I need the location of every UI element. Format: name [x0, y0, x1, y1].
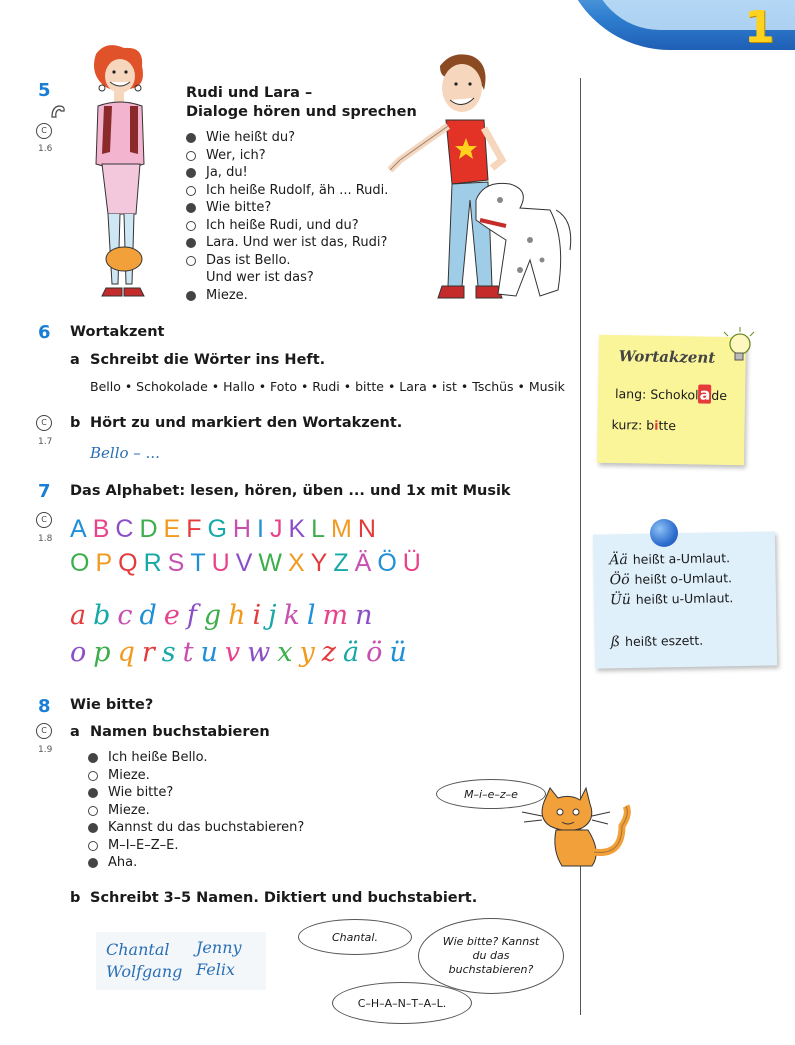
- dialogue-text: M–I–E–Z–E.: [108, 837, 179, 853]
- umlaut-text: heißt o-Umlaut.: [634, 570, 733, 587]
- name-jenny: Jenny: [196, 938, 242, 957]
- open-bullet-icon: [186, 221, 196, 231]
- filled-bullet-icon: [88, 753, 98, 763]
- note-title: Wortakzent: [618, 347, 716, 367]
- alphabet-letter: j: [268, 600, 280, 631]
- dialogue-line: [186, 217, 388, 235]
- alphabet-letter: n: [355, 600, 376, 631]
- dialogue-line: [186, 287, 388, 305]
- track-number: 1.7: [38, 437, 53, 447]
- dialogue-line: [88, 819, 304, 837]
- long-accent-vowel: a: [699, 384, 711, 404]
- alphabet-letter: N: [357, 515, 378, 543]
- alphabet-letter: b: [93, 600, 114, 631]
- handwritten-names-area: [96, 932, 266, 990]
- exercise-8-number: 8: [38, 696, 51, 717]
- dialogue-line: [186, 164, 388, 182]
- rudi-boy-with-dog-illustration: [380, 50, 570, 302]
- umlaut-line: [609, 550, 730, 568]
- dialogue-line: [88, 767, 304, 785]
- alphabet-letter: p: [93, 637, 114, 668]
- umlaut-text: heißt u-Umlaut.: [635, 590, 734, 607]
- light-bulb-icon: [722, 330, 752, 370]
- dialogue-text: Mieze.: [206, 287, 248, 303]
- dialogue-line: [88, 854, 304, 872]
- umlaut-line: [611, 633, 704, 651]
- name-wolfgang: Wolfgang: [106, 962, 183, 981]
- alphabet-letter: S: [167, 549, 187, 577]
- filled-bullet-icon: [186, 238, 196, 248]
- alphabet-letter: z: [321, 637, 340, 668]
- dialogue-text: Das ist Bello.: [206, 252, 291, 268]
- dialogue-text: Wie bitte?: [206, 200, 272, 215]
- alphabet-letter: q: [117, 637, 138, 668]
- alphabet-letter: i: [252, 600, 265, 631]
- alphabet-lower-row-1: [70, 600, 380, 631]
- alphabet-letter: ä: [343, 637, 363, 668]
- alphabet-letter: D: [139, 515, 160, 543]
- exercise-8b-letter: b: [70, 890, 81, 906]
- alphabet-letter: f: [186, 600, 200, 631]
- alphabet-letter: L: [311, 515, 328, 543]
- speech-bubble-chantal: Chantal.: [298, 919, 412, 955]
- umlaut-info-note: [593, 531, 777, 668]
- dialogue-text: Kannst du das buchstabieren?: [108, 820, 305, 835]
- alphabet-letter: e: [163, 600, 183, 631]
- alphabet-upper-row-1: [70, 515, 382, 544]
- alphabet-letter: Ö: [377, 549, 399, 577]
- umlaut-glyph: Üü: [609, 591, 631, 609]
- exercise-8-title: Wie bitte?: [70, 697, 154, 713]
- alphabet-letter: v: [224, 637, 244, 668]
- exercise-8a-letter: a: [70, 724, 80, 740]
- alphabet-letter: X: [287, 549, 307, 577]
- track-number: 1.8: [38, 534, 53, 544]
- filled-bullet-icon: [186, 203, 196, 213]
- cat-speech-bubble: M–i–e–z–e: [436, 779, 546, 809]
- short-accent-vowel: i: [654, 417, 659, 433]
- umlaut-text: heißt a-Umlaut.: [632, 550, 731, 567]
- alphabet-letter: l: [306, 600, 319, 631]
- track-number: 1.9: [38, 745, 53, 755]
- dialogue-text: Ja, du!: [206, 165, 248, 180]
- handwritten-example: Bello – ...: [90, 444, 160, 462]
- dialogue-text: Mieze.: [108, 767, 150, 783]
- alphabet-letter: Ü: [402, 549, 423, 577]
- dialogue-line: [186, 147, 388, 165]
- umlaut-glyph: ß: [610, 634, 621, 651]
- alphabet-letter: h: [228, 600, 249, 631]
- cd-icon[interactable]: C: [36, 512, 52, 528]
- exercise-5-title-line2: Dialoge hören und sprechen: [186, 104, 417, 120]
- lang-word-end: de: [711, 387, 728, 403]
- alphabet-letter: W: [258, 549, 284, 577]
- cd-icon[interactable]: C: [36, 723, 52, 739]
- alphabet-letter: k: [283, 600, 303, 631]
- kurz-label: kurz:: [611, 416, 643, 433]
- alphabet-letter: w: [247, 637, 274, 668]
- pushpin-icon: [650, 519, 678, 547]
- dialogue-text: Wie bitte?: [108, 785, 174, 800]
- filled-bullet-icon: [186, 133, 196, 143]
- alphabet-letter: A: [70, 515, 89, 543]
- dialogue-line: [88, 749, 304, 767]
- dialogue-text: Ich heiße Bello.: [108, 750, 208, 765]
- filled-bullet-icon: [88, 788, 98, 798]
- dialogue-line: [186, 269, 388, 287]
- exercise-5-dialogue: [186, 129, 388, 304]
- open-bullet-icon: [88, 806, 98, 816]
- umlaut-text: heißt eszett.: [624, 632, 704, 650]
- alphabet-letter: Y: [310, 549, 330, 577]
- lang-label: lang:: [614, 386, 647, 402]
- dialogue-text: Wer, ich?: [206, 147, 266, 163]
- exercise-5-title-line1: Rudi und Lara –: [186, 85, 313, 101]
- lang-word-start: Schokol: [650, 386, 699, 403]
- alphabet-letter: Q: [118, 549, 140, 577]
- alphabet-letter: c: [117, 600, 136, 631]
- note-kurz-line: [611, 417, 676, 433]
- dialogue-line: [186, 234, 388, 252]
- open-bullet-icon: [88, 771, 98, 781]
- open-bullet-icon: [186, 186, 196, 196]
- alphabet-letter: s: [161, 637, 179, 668]
- alphabet-letter: y: [299, 637, 318, 668]
- alphabet-letter: E: [163, 515, 183, 543]
- exercise-6b-letter: b: [70, 415, 81, 431]
- alphabet-letter: F: [186, 515, 204, 543]
- kurz-word-end: tte: [658, 417, 677, 434]
- alphabet-letter: O: [70, 549, 92, 577]
- alphabet-letter: r: [141, 637, 158, 668]
- umlaut-lines: [593, 531, 775, 651]
- alphabet-letter: G: [207, 515, 229, 543]
- alphabet-letter: m: [322, 600, 352, 631]
- exercise-6a-word-list: Bello • Schokolade • Hallo • Foto • Rudi • bitte • Lara • ist • Tschüs • Musik: [90, 379, 565, 394]
- dialogue-line: [88, 837, 304, 855]
- filled-bullet-icon: [88, 858, 98, 868]
- alphabet-letter: K: [288, 515, 308, 543]
- exercise-5-number: 5: [38, 80, 51, 101]
- exercise-6-number: 6: [38, 322, 51, 343]
- exercise-7-number: 7: [38, 481, 51, 502]
- dialogue-line: [186, 182, 388, 200]
- dialogue-text: Ich heiße Rudolf, äh ... Rudi.: [206, 182, 389, 198]
- kurz-word-start: b: [646, 417, 655, 433]
- alphabet-letter: R: [143, 549, 164, 577]
- alphabet-letter: J: [269, 515, 285, 543]
- dialogue-text: Mieze.: [108, 802, 150, 818]
- alphabet-letter: I: [256, 515, 266, 543]
- open-bullet-icon: [88, 841, 98, 851]
- open-bullet-icon: [186, 256, 196, 266]
- name-felix: Felix: [196, 960, 235, 979]
- filled-bullet-icon: [88, 823, 98, 833]
- alphabet-letter: U: [211, 549, 232, 577]
- dialogue-line: [88, 784, 304, 802]
- alphabet-letter: t: [182, 637, 197, 668]
- alphabet-letter: u: [200, 637, 221, 668]
- umlaut-line: [610, 590, 734, 608]
- alphabet-letter: g: [203, 600, 225, 631]
- exercise-6-title: Wortakzent: [70, 324, 165, 340]
- name-chantal: Chantal: [106, 940, 170, 959]
- track-number: 1.6: [38, 144, 53, 154]
- dialogue-line: [88, 802, 304, 820]
- alphabet-letter: Z: [333, 549, 351, 577]
- filled-bullet-icon: [186, 168, 196, 178]
- alphabet-letter: a: [70, 600, 90, 631]
- cd-icon[interactable]: C: [36, 123, 52, 139]
- alphabet-letter: T: [190, 549, 208, 577]
- chapter-number: 1: [744, 2, 775, 53]
- dialogue-text: Lara. Und wer ist das, Rudi?: [206, 235, 388, 250]
- alphabet-letter: o: [70, 637, 90, 668]
- dialogue-text: Aha.: [108, 855, 138, 870]
- alphabet-letter: C: [115, 515, 136, 543]
- filled-bullet-icon: [186, 291, 196, 301]
- note-lang-line: [615, 383, 727, 404]
- exercise-8a-title: Namen buchstabieren: [90, 724, 270, 740]
- dialogue-line: [186, 129, 388, 147]
- alphabet-letter: d: [139, 600, 160, 631]
- alphabet-letter: B: [92, 515, 112, 543]
- alphabet-letter: ö: [366, 637, 386, 668]
- cd-icon[interactable]: C: [36, 415, 52, 431]
- alphabet-letter: H: [232, 515, 253, 543]
- speech-bubble-wie-bitte: Wie bitte? Kannst du das buchstabieren?: [418, 918, 564, 994]
- alphabet-upper-row-2: [70, 549, 427, 578]
- umlaut-glyph: Öö: [609, 571, 630, 589]
- dialogue-line: [186, 199, 388, 217]
- alphabet-letter: V: [235, 549, 255, 577]
- exercise-6a-title: Schreibt die Wörter ins Heft.: [90, 352, 326, 368]
- open-bullet-icon: [186, 151, 196, 161]
- parrot-icon: [50, 103, 66, 119]
- dialogue-text: Ich heiße Rudi, und du?: [206, 217, 359, 233]
- exercise-7-title: Das Alphabet: lesen, hören, üben ... und 1x mit Musik: [70, 483, 511, 499]
- dialogue-text: Und wer ist das?: [206, 270, 314, 285]
- alphabet-letter: Ä: [354, 549, 374, 577]
- column-divider: [580, 78, 581, 1015]
- exercise-6a-letter: a: [70, 352, 80, 368]
- exercise-8b-title: Schreibt 3–5 Namen. Diktiert und buchstabiert.: [90, 890, 478, 906]
- umlaut-glyph: Ää: [609, 551, 628, 569]
- alphabet-lower-row-2: [70, 637, 414, 668]
- umlaut-line: [610, 570, 733, 588]
- dialogue-line: [186, 252, 388, 270]
- dialogue-text: Wie heißt du?: [206, 130, 295, 145]
- alphabet-letter: M: [331, 515, 354, 543]
- alphabet-letter: x: [277, 637, 296, 668]
- speech-bubble-spelling: C–H–A–N–T–A–L.: [332, 982, 472, 1024]
- alphabet-letter: P: [95, 549, 115, 577]
- exercise-8a-dialogue: [88, 749, 304, 872]
- alphabet-letter: ü: [389, 637, 410, 668]
- exercise-6b-title: Hört zu und markiert den Wortakzent.: [90, 415, 403, 431]
- mieze-cat-illustration: [522, 786, 632, 870]
- lara-girl-illustration: [86, 44, 156, 300]
